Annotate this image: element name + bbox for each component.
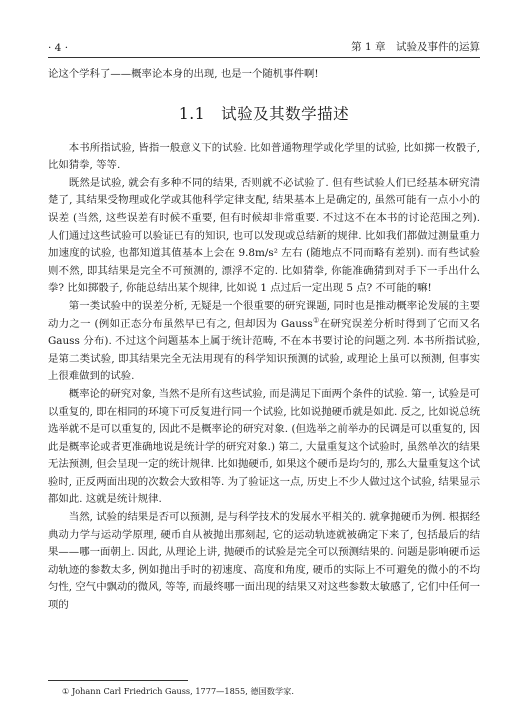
page-body [48,66,480,615]
gauss-text-before: 第一类试验中的误差分析, 无疑是一个很重要的研究课题, 同时也是推动概率论发展的主要动力之一 (例如正态分布虽然早已有之, 但却因为 Gauss [48,299,480,330]
page-number: · 4 · [48,42,69,54]
gauss-text-after: 在研究误差分析时得到了它而又名 Gauss 分布). 不过这个问题基本上属于统计范畴, 不在本书要讨论的问题之列. 本书所指试验, 是第二类试验, 即其结果完全无法用现有的科学知识预测的试验, 或理论上虽可以预测, 但事实上很难做到的试验. [48,317,480,383]
footnote-rule [48,680,188,681]
footnote: ① Johann Carl Friedrich Gauss, 1777—1855, 德国数学家. [62,686,294,696]
paragraph-2: 既然是试验, 就会有多种不同的结果, 否则就不必试验了. 但有些试验人们已经基本研究清楚了, 其结果受物理或化学或其他科学定律支配, 结果基本上是确定的, 虽然可能有一点小小的误差 (当然, 这些误差有时候不重要, 但有时候却非常重要. 不过这不在本书的讨论范围之列). 人们通过这些试验可以验证已有的知识, 也可以发现或总结新的规律. 比如我们都做过测量重力加速度的试验, 也都知道其值基本上会在 9.8m/s² 左右 (随地点不同而略有差别). 而有些试验则不然, 即其结果是完全不可预测的, 漂浮不定的. 比如猜拳, 你能准确猜到对手下一手出什么拳? 比如掷骰子, 你能总结出某个规律, 比如说 1 点过后一定出现 5 点? 不可能的嘛! [48,176,480,295]
footnote-marker[interactable]: ① [312,316,320,325]
section-title: 1.1 试验及其数学描述 [178,104,350,123]
intro-line: 论这个学科了——概率论本身的出现, 也是一个随机事件啊! [48,68,319,80]
chapter-title: 第 1 章 试验及事件的运算 [351,41,480,53]
paragraph-1: 本书所指试验, 皆指一般意义下的试验. 比如普通物理学或化学里的试验, 比如掷一枚骰子, 比如猜拳, 等等. [48,141,480,172]
header-rule [48,57,480,58]
running-header [48,36,480,54]
paragraph-4: 概率论的研究对象, 当然不是所有这些试验, 而是满足下面两个条件的试验. 第一, 试验是可以重复的, 即在相同的环境下可反复进行同一个试验, 比如说抛硬币就是如此. 反之, 比如说总统选举就不是可以重复的, 因此不是概率论的研究对象. (但选举之前举办的民调是可以重复的, 因此是概率论或者更准确地说是统计学的研究对象.) 第二, 大量重复这个试验时, 虽然单次的结果无法预测, 但会呈现一定的统计规律. 比如抛硬币, 如果这个硬币是均匀的, 那么大量重复这个试验时, 正反两面出现的次数会大致相等. 为了验证这一点, 历史上不少人做过这个试验, 结果显示都如此. 这就是统计规律. [48,387,480,506]
paragraph-5: 当然, 试验的结果是否可以预测, 是与科学技术的发展水平相关的. 就拿抛硬币为例. 根据经典动力学与运动学原理, 硬币自从被抛出那刻起, 它的运动轨迹就被确定下来了, 包括最后的结果——哪一面朝上. 因此, 从理论上讲, 抛硬币的试验是完全可以预测结果的. 问题是影响硬币运动轨迹的参数太多, 例如抛出手时的初速度、高度和角度, 硬币的实际上不可避免的微小的不均匀性, 空气中飘动的微风, 等等, 而最终哪一面出现的结果又对这些参数太敏感了, 它们中任何一项的 [48,511,480,612]
paragraph-3 [48,298,480,386]
